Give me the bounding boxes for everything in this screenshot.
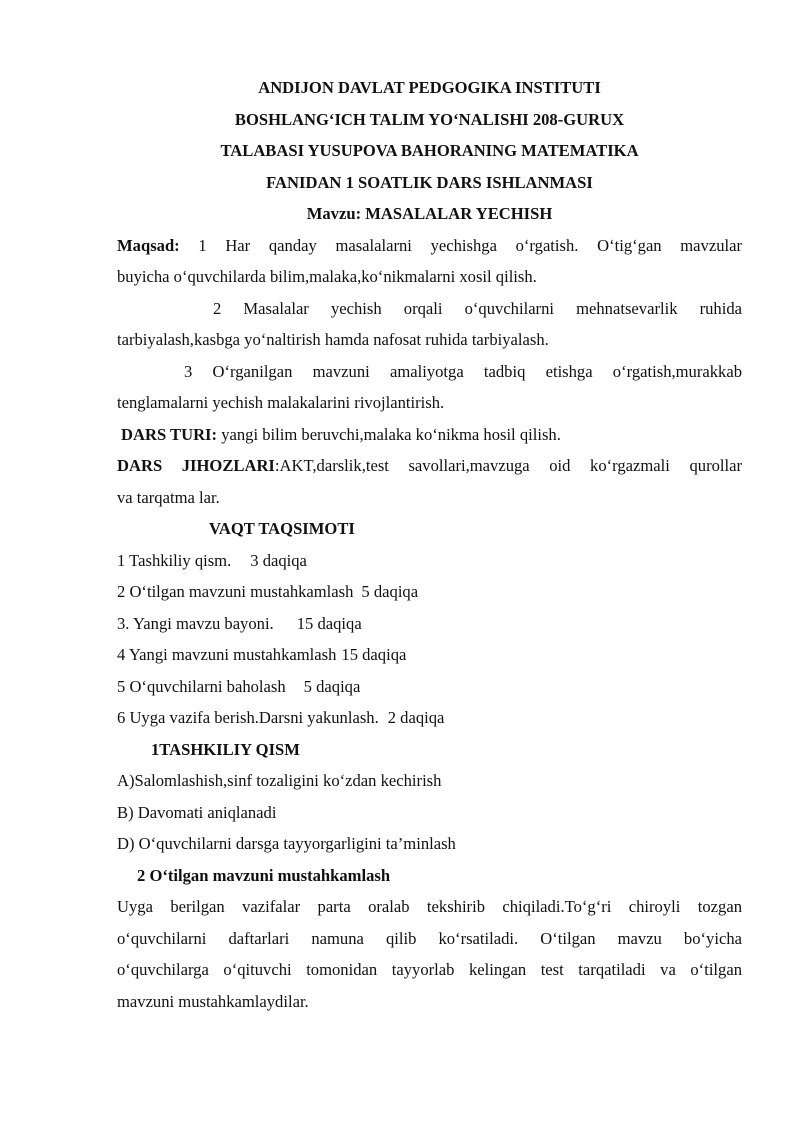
vaqt-item (117, 576, 742, 608)
section2-line-4: mavzuni mustahkamlaydilar. (117, 991, 309, 1011)
dars-jihozlari-label: DARS JIHOZLARI (117, 456, 275, 475)
vaqt-item (117, 545, 742, 577)
header-topic: Mavzu: MASALALAR YECHISH (306, 204, 553, 223)
section2-title: 2 O‘tilgan mavzuni mustahkamlash (137, 865, 391, 885)
maqsad-line-4: tarbiyalash,kasbga yo‘naltirish hamda nafosat ruhida tarbiyalash. (117, 330, 549, 349)
vaqt-item-name: 6 Uyga vazifa berish.Darsni yakunlash. (117, 708, 379, 727)
section2-line-2: o‘quvchilarni daftarlari namuna qilib ko‘rsatiladi. O‘tilgan mavzu bo‘yicha (117, 928, 742, 948)
dars-turi-text: yangi bilim beruvchi,malaka ko‘nikma hosil qilish. (217, 424, 561, 444)
maqsad-text-1a: 1 Har qanday masalalarni yechishga o‘rgatish. O‘tig‘gan mavzular (179, 235, 742, 255)
dars-jihozlari-text: :AKT,darslik,test savollari,mavzuga oid ko‘rgazmali qurollar (274, 456, 742, 475)
header-direction: BOSHLANG‘ICH TALIM YO‘NALISHI 208-GURUX (234, 109, 625, 129)
vaqt-item-time: 15 daqiqa (341, 645, 407, 664)
vaqt-item-time: 5 daqiqa (361, 582, 419, 601)
vaqt-item-name: 4 Yangi mavzuni mustahkamlash (117, 645, 337, 664)
vaqt-item-name: 2 O‘tilgan mavzuni mustahkamlash (117, 582, 354, 601)
vaqt-item (117, 671, 742, 703)
vaqt-item-time: 5 daqiqa (303, 676, 361, 696)
dars-turi-label: DARS TURI: (121, 424, 218, 444)
vaqt-title: VAQT TAQSIMOTI (209, 519, 355, 538)
section2-line-1: Uyga berilgan vazifalar parta oralab tekshirib chiqiladi.To‘g‘ri chiroyli tozgan (117, 897, 742, 916)
tashkiliy-title: 1TASHKILIY QISM (151, 739, 300, 759)
maqsad-line-1 (117, 230, 742, 262)
header-institute: ANDIJON DAVLAT PEDGOGIKA INSTITUTI (258, 78, 601, 97)
maqsad-label: Maqsad: (117, 235, 180, 255)
vaqt-item-time: 2 daqiqa (387, 708, 445, 727)
vaqt-item (117, 608, 742, 640)
vaqt-item-time: 15 daqiqa (296, 613, 362, 633)
vaqt-item-time: 3 daqiqa (250, 550, 307, 570)
maqsad-line-6: tenglamalarni yechish malakalarini rivojlantirish. (117, 393, 445, 412)
tashkiliy-item-a: A)Salomlashish,sinf tozaligini ko‘zdan kechirish (117, 771, 442, 790)
vaqt-item-name: 5 O‘quvchilarni baholash (117, 676, 286, 696)
dars-jihozlari-line-2: va tarqatma lar. (117, 487, 220, 507)
maqsad-line-3: 2 Masalalar yechish orqali o‘quvchilarni mehnatsevarlik ruhida (213, 298, 742, 318)
maqsad-line-2: buyicha o‘quvchilarda bilim,malaka,ko‘nikmalarni xosil qilish. (117, 267, 537, 286)
vaqt-item (117, 639, 742, 671)
header-lesson-plan: FANIDAN 1 SOATLIK DARS ISHLANMASI (266, 172, 593, 192)
tashkiliy-item-b: B) Davomati aniqlanadi (117, 802, 277, 822)
tashkiliy-item-d: D) O‘quvchilarni darsga tayyorgarligini ta’minlash (117, 834, 456, 853)
vaqt-item-name: 1 Tashkiliy qism. (117, 550, 232, 570)
header-student: TALABASI YUSUPOVA BAHORANING MATEMATIKA (220, 141, 639, 160)
maqsad-line-5: 3 O‘rganilgan mavzuni amaliyotga tadbiq etishga o‘rgatish,murakkab (184, 361, 742, 381)
vaqt-item (117, 702, 742, 734)
document-page (117, 72, 742, 1017)
vaqt-item-name: 3. Yangi mavzu bayoni. (117, 613, 274, 633)
dars-jihozlari-line-1 (117, 450, 742, 482)
dars-turi (117, 419, 742, 451)
section2-line-3: o‘quvchilarga o‘qituvchi tomonidan tayyorlab kelingan test tarqatiladi va o‘tilgan (117, 960, 742, 979)
